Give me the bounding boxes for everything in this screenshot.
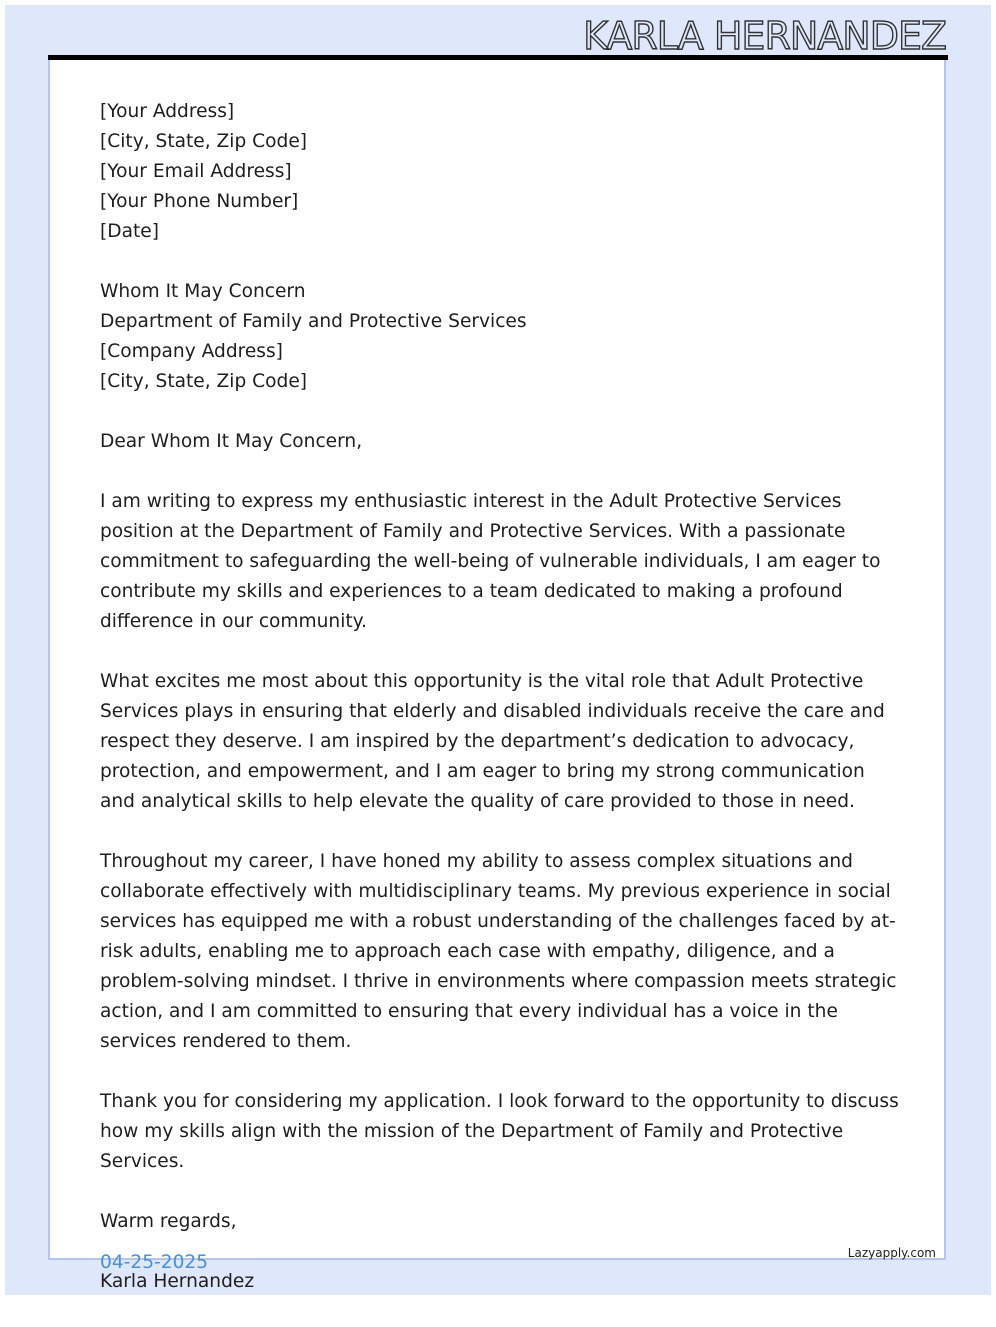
salutation: Dear Whom It May Concern, bbox=[100, 431, 363, 452]
recipient-block bbox=[100, 277, 900, 397]
body-paragraph-4: Thank you for considering my application. I look forward to the opportunity to discuss how my skills align with the mission of the Department of Family and Protective Services. bbox=[100, 1091, 899, 1172]
body-paragraph-2: What excites me most about this opportunity is the vital role that Adult Protective Services plays in ensuring that elderly and disabled individuals receive the care and respect they deserve. I am inspired by the department’s dedication to advocacy, protection, and empowerment, and I am eager to bring my strong communication and analytical skills to help elevate the quality of care provided to those in need. bbox=[100, 671, 885, 812]
sender-city-state-zip: [City, State, Zip Code] bbox=[100, 131, 308, 152]
recipient-city-state-zip: [City, State, Zip Code] bbox=[100, 371, 308, 392]
sender-email: [Your Email Address] bbox=[100, 161, 292, 182]
sender-block bbox=[100, 97, 900, 247]
brand-watermark: Lazyapply.com bbox=[847, 1246, 936, 1260]
sender-phone: [Your Phone Number] bbox=[100, 191, 299, 212]
sender-address: [Your Address] bbox=[100, 101, 235, 122]
recipient-address: [Company Address] bbox=[100, 341, 283, 362]
recipient-organization: Department of Family and Protective Services bbox=[100, 311, 527, 332]
recipient-name: Whom It May Concern bbox=[100, 281, 306, 302]
applicant-name-header: KARLA HERNANDEZ bbox=[583, 14, 946, 58]
body-paragraph-1: I am writing to express my enthusiastic interest in the Adult Protective Services position at the Department of Family and Protective Services. With a passionate commitment to safeguarding the well-being of vulnerable individuals, I am eager to contribute my skills and experiences to a team dedicated to making a profound difference in our community. bbox=[100, 491, 881, 632]
body-paragraph-3: Throughout my career, I have honed my ability to assess complex situations and collaborate effectively with multidisciplinary teams. My previous experience in social services has equipped me with a robust understanding of the challenges faced by at-risk adults, enabling me to approach each case with empathy, diligence, and a problem-solving mindset. I thrive in environments where compassion meets strategic action, and I am committed to ensuring that every individual has a voice in the services rendered to them. bbox=[100, 851, 897, 1052]
closing: Warm regards, bbox=[100, 1211, 237, 1232]
sender-date: [Date] bbox=[100, 221, 159, 242]
footer-date: 04-25-2025 bbox=[100, 1252, 209, 1273]
signature: Karla Hernandez bbox=[100, 1271, 255, 1292]
letter-body bbox=[100, 97, 900, 1327]
